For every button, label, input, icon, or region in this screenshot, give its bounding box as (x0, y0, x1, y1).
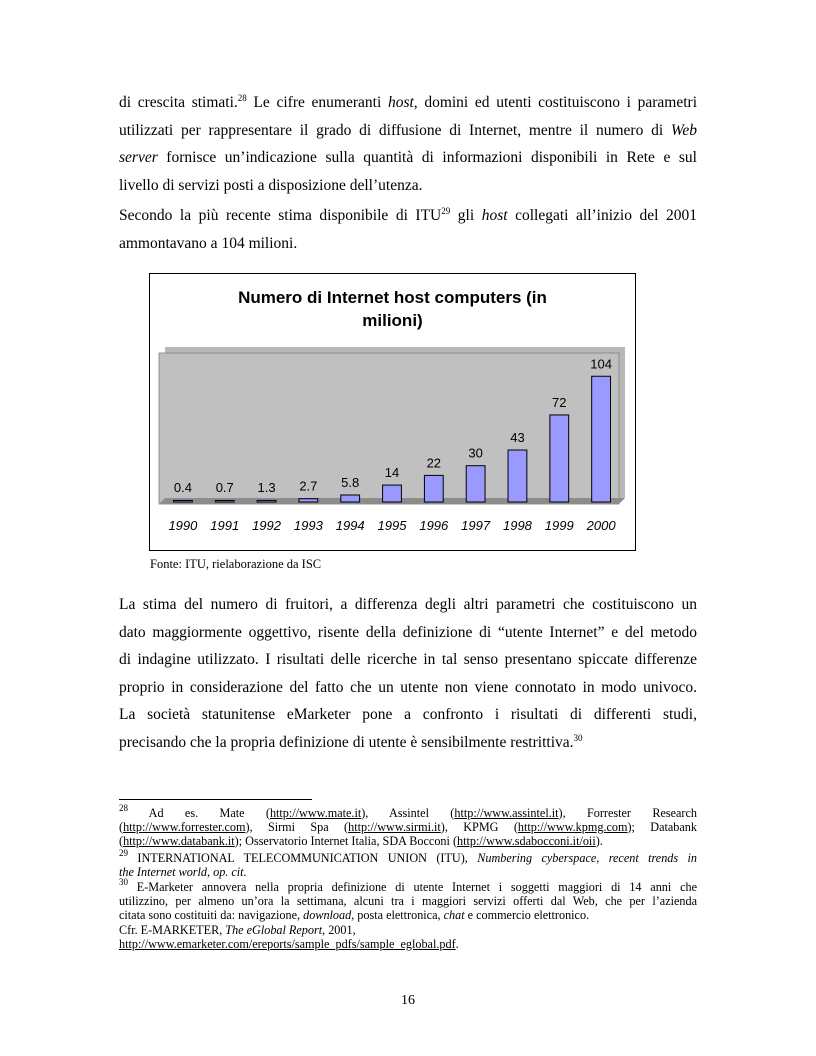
data-label-1993: 2.7 (299, 478, 318, 494)
para3-line3: di indagine utilizzato. I risultati delle ricerche in tal senso presentano spiccate differenze (119, 651, 697, 668)
data-label-1994: 5.8 (341, 474, 360, 490)
chart-title-line2: milioni) (362, 311, 423, 330)
link-sirmi[interactable]: http://www.sirmi.it (348, 820, 441, 835)
bar-1997 (466, 466, 485, 502)
footnote-29: $^{29}$ INTERNATIONAL TELECOMMUNICATION UNION (ITU), Numbering cyberspace, recent trends in the Internet world, op. cit. (119, 848, 697, 880)
bar-1999 (550, 415, 569, 502)
para1-line4: livello di servizi posti a disposizione dell’utenza. (119, 176, 423, 194)
link-emarketer-report[interactable]: http://www.emarketer.com/ereports/sample_pdfs/sample_eglobal.pdf (119, 936, 456, 951)
bar-1995 (383, 485, 402, 502)
para3-line4: proprio in considerazione del fatto che un utente non viene connotato in modo univoco. (119, 678, 697, 696)
x-tick-1997: 1997 (461, 518, 491, 533)
paragraph-users (119, 591, 697, 756)
bar-2000 (592, 376, 611, 502)
host-computers-chart (150, 274, 635, 550)
link-kpmg[interactable]: http://www.kpmg.com (517, 820, 628, 835)
footnote-ref-30[interactable]: 30 (573, 732, 583, 743)
bar-1991 (215, 501, 234, 503)
x-tick-1992: 1992 (252, 518, 282, 533)
data-label-1999: 72 (552, 394, 567, 410)
data-label-1998: 43 (510, 430, 525, 446)
page-number: 16 (401, 993, 415, 1008)
chart-frame (149, 273, 636, 551)
data-label-1995: 14 (384, 465, 400, 481)
bar-1990 (174, 501, 193, 503)
x-tick-1999: 1999 (544, 518, 574, 533)
x-tick-1991: 1991 (210, 518, 240, 533)
footnote-divider (119, 799, 312, 800)
para1-line3: server fornisce un’indicazione sulla quantità di informazioni disponibili in Rete e sul (119, 149, 697, 166)
para3-line1: La stima del numero di fruitori, a differenza degli altri parametri che costituiscono un (119, 596, 697, 613)
chart-source: Fonte: ITU, rielaborazione da ISC (150, 557, 322, 571)
footnote-30: $^{30}$ E-Marketer annovera nella propria definizione di utente Internet i soggetti maggiori di 14 anni che utilizzino, per almeno un’ora la settimana, alcuni tra i maggiori servizi offerti dal Web, che per l’azienda citata sono costituiti da: navigazione, download, posta elettronica, chat e commercio elettronico. Cfr. E-MARKETER, The eGlobal Report, 2001, http://www.emarketer.com/ereports/sample_pdfs/sample_eglobal.pdf. (119, 877, 697, 951)
para3-line5: La società statunitense eMarketer pone a confronto i risultati di differenti studi, (119, 706, 697, 723)
footnote-ref-29[interactable]: 29 (441, 206, 451, 216)
x-tick-1998: 1998 (502, 518, 532, 533)
bar-1994 (341, 495, 360, 502)
para3-line6: precisando che la propria definizione di utente è sensibilmente restrittiva.$^{30}$ (119, 732, 583, 751)
link-databank[interactable]: http://www.databank.it (123, 834, 235, 849)
bar-1998 (508, 450, 527, 502)
link-mate[interactable]: http://www.mate.it (269, 806, 362, 820)
data-label-1997: 30 (468, 445, 483, 461)
link-forrester[interactable]: http://www.forrester.com (123, 820, 246, 835)
footnote-ref-28[interactable]: 28 (237, 93, 247, 103)
link-assintel[interactable]: http://www.assintel.it (454, 806, 559, 820)
chart-title-line1: Numero di Internet host computers (in (238, 288, 547, 307)
x-tick-1995: 1995 (377, 518, 407, 533)
bar-1992 (257, 500, 276, 502)
data-label-1991: 0.7 (215, 480, 234, 495)
paragraph-intro (119, 89, 697, 199)
link-sdabocconi[interactable]: http://www.sdabocconi.it/oii (457, 834, 596, 849)
paragraph-itu (119, 202, 697, 257)
data-label-2000: 104 (590, 356, 612, 372)
para3-line2: dato maggiormente oggettivo, risente della definizione di “utente Internet” e del metodo (119, 623, 697, 641)
para2-line1: Secondo la più recente stima disponibile di ITU$^{29}$ gli host collegati all’inizio del 2001 (119, 206, 697, 224)
x-tick-1996: 1996 (419, 518, 449, 533)
footnote-28: $^{28}$ Ad es. Mate (http://www.mate.it), Assintel (http://www.assintel.it), Forrester Research (http://www.forrester.com), Sirmi Spa (http://www.sirmi.it), KPMG (http://www.kpmg.com); Databank (http://www.databank.it); Osservatorio Internet Italia, SDA Bocconi (http://www.sdabocconi.it/oii). (119, 803, 697, 849)
para1-line1: di crescita stimati.$^{28}$ Le cifre enumeranti host, domini ed utenti costituiscono i parametri (119, 93, 697, 111)
bar-1996 (424, 475, 443, 502)
x-tick-1993: 1993 (293, 518, 323, 533)
bar-1993 (299, 499, 318, 502)
para1-line2: utilizzati per rappresentare il grado di diffusione di Internet, mentre il numero di Web (119, 121, 697, 139)
x-tick-2000: 2000 (586, 518, 616, 533)
data-label-1992: 1.3 (257, 480, 276, 495)
x-tick-1990: 1990 (168, 518, 198, 533)
data-label-1990: 0.4 (173, 480, 192, 495)
para2-line2: ammontavano a 104 milioni. (119, 234, 298, 252)
x-tick-1994: 1994 (335, 518, 365, 533)
data-label-1996: 22 (426, 455, 442, 471)
